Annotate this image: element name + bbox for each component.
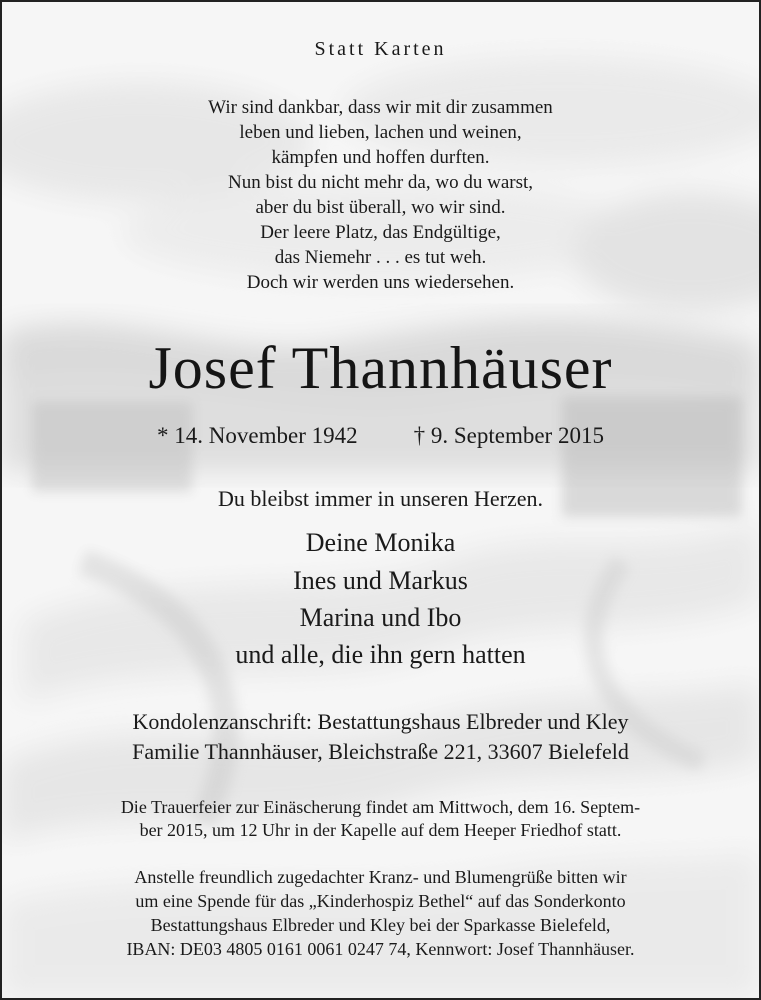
- family-line: Deine Monika: [305, 528, 456, 557]
- poem-line: Wir sind dankbar, dass wir mit dir zusammen: [208, 97, 553, 118]
- poem-line: aber du bist überall, wo wir sind.: [255, 197, 506, 218]
- donation-line: um eine Spende für das „Kinderhospiz Bethel“ auf das Sonderkonto: [135, 891, 626, 911]
- life-dates: [2, 423, 759, 449]
- condolence-line: Familie Thannhäuser, Bleichstraße 221, 33607 Bielefeld: [132, 739, 629, 764]
- family-line: Ines und Markus: [293, 566, 468, 595]
- poem-line: kämpfen und hoffen durften.: [271, 147, 490, 168]
- birth-date: * 14. November 1942: [157, 423, 358, 448]
- ceremony-line: Die Trauerfeier zur Einäscherung findet am Mittwoch, dem 16. Septem-: [120, 797, 641, 817]
- poem-line: das Niemehr . . . es tut weh.: [274, 247, 487, 268]
- poem-line: Der leere Platz, das Endgültige,: [260, 222, 501, 243]
- condolence-line: Kondolenzanschrift: Bestattungshaus Elbreder und Kley: [132, 709, 629, 734]
- death-date: † 9. September 2015: [413, 423, 604, 448]
- donation-line: Anstelle freundlich zugedachter Kranz- und Blumengrüße bitten wir: [134, 867, 627, 887]
- family-line: und alle, die ihn gern hatten: [235, 640, 526, 669]
- donation-line: IBAN: DE03 4805 0161 0061 0247 74, Kennwort: Josef Thannhäuser.: [126, 939, 635, 959]
- header-label: Statt Karten: [314, 38, 447, 60]
- donation-line: Bestattungshaus Elbreder und Kley bei der Sparkasse Bielefeld,: [150, 915, 611, 935]
- deceased-name: Josef Thannhäuser: [148, 335, 613, 401]
- ceremony-line: ber 2015, um 12 Uhr in der Kapelle auf dem Heeper Friedhof statt.: [139, 820, 622, 840]
- poem-line: leben und lieben, lachen und weinen,: [239, 122, 522, 143]
- family-line: Marina und Ibo: [299, 603, 462, 632]
- poem-line: Nun bist du nicht mehr da, wo du warst,: [227, 172, 533, 193]
- remembrance-line: Du bleibst immer in unseren Herzen.: [217, 486, 543, 511]
- poem-line: Doch wir werden uns wiedersehen.: [246, 272, 515, 293]
